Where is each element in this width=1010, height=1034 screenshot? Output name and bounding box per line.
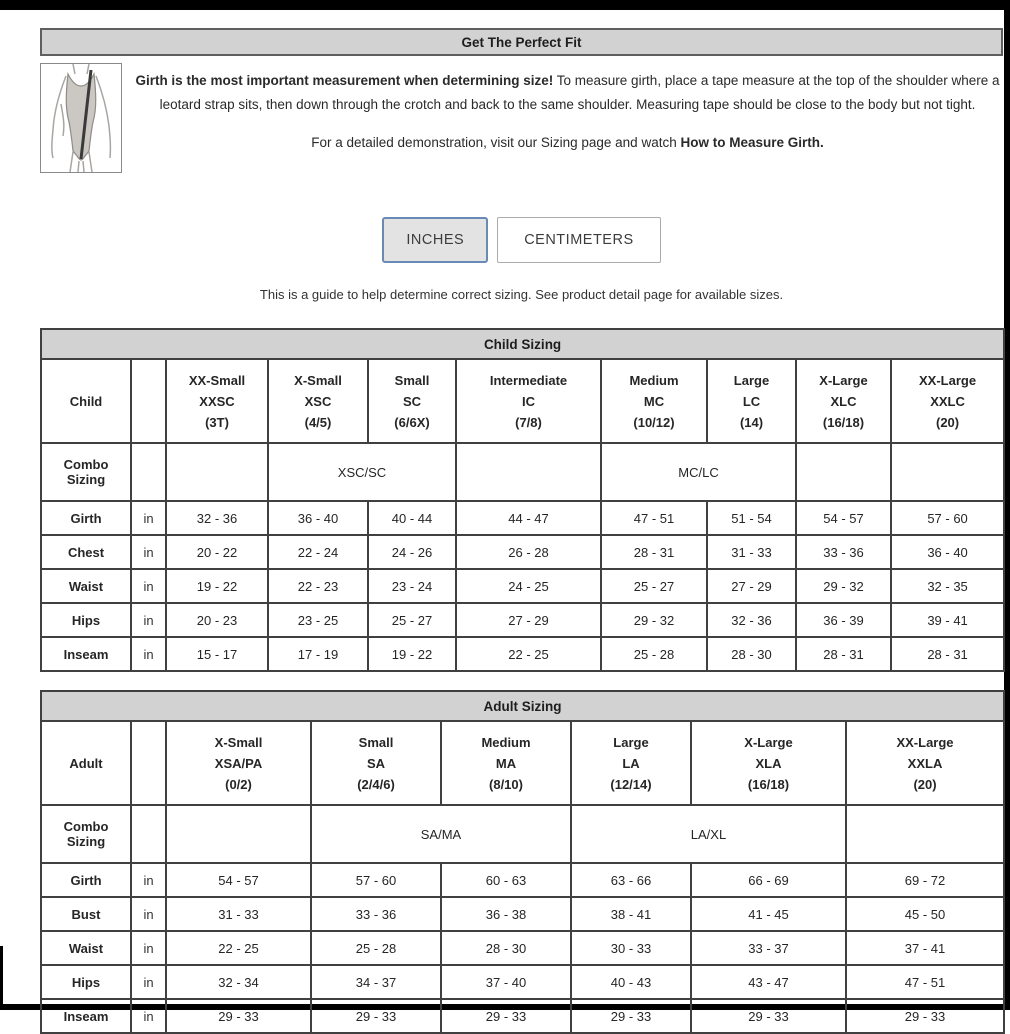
size-value: 60 - 63 [441,863,571,897]
screenshot-frame-top [0,0,1010,10]
size-name: Small [394,372,430,388]
size-column-header [166,359,268,443]
measurement-label: Waist [41,569,131,603]
size-range: (2/4/6) [357,776,395,792]
measurement-label: Girth [41,501,131,535]
size-value: 38 - 41 [571,897,691,931]
size-range: (12/14) [610,776,652,792]
table-row [41,359,1004,443]
empty-cell [131,443,166,501]
unit-cell: in [131,931,166,965]
unit-header-cell [131,721,166,805]
size-value: 24 - 26 [368,535,456,569]
size-name: Small [358,734,394,750]
measurement-label: Waist [41,931,131,965]
empty-cell [166,805,311,863]
size-value: 32 - 36 [166,501,268,535]
size-value: 47 - 51 [601,501,707,535]
size-value: 33 - 37 [691,931,846,965]
size-name: XX-Small [188,372,246,388]
size-code: XSA/PA [214,755,263,771]
measurement-label: Hips [41,965,131,999]
size-value: 23 - 25 [268,603,368,637]
table-row [41,603,1004,637]
size-code: MA [495,755,517,771]
unit-cell: in [131,897,166,931]
size-column-header [311,721,441,805]
size-value: 22 - 25 [456,637,601,671]
size-value: 32 - 36 [707,603,796,637]
size-column-header [846,721,1004,805]
size-value: 40 - 43 [571,965,691,999]
size-column-header [691,721,846,805]
table-row [41,805,1004,863]
size-code: XXSC [199,393,235,409]
size-column-header [441,721,571,805]
size-column-header [368,359,456,443]
size-value: 69 - 72 [846,863,1004,897]
size-column-header [166,721,311,805]
intro-text [132,63,1003,173]
size-value: 27 - 29 [456,603,601,637]
table-row [41,897,1004,931]
size-value: 29 - 32 [601,603,707,637]
size-value: 19 - 22 [368,637,456,671]
size-value: 29 - 33 [571,999,691,1033]
size-value: 29 - 33 [846,999,1004,1033]
size-range: (8/10) [489,776,523,792]
size-value: 36 - 40 [891,535,1004,569]
size-value: 27 - 29 [707,569,796,603]
size-value: 37 - 41 [846,931,1004,965]
table-row [41,863,1004,897]
size-name: Intermediate [489,372,568,388]
screenshot-frame-left [0,946,3,1010]
unit-cell: in [131,569,166,603]
size-name: X-Large [744,734,793,750]
measurement-label: Bust [41,897,131,931]
leotard-girth-diagram [40,63,122,173]
child-table-title: Child Sizing [41,329,1004,359]
size-value: 20 - 23 [166,603,268,637]
size-value: 25 - 28 [601,637,707,671]
page-title-text: Get The Perfect Fit [461,34,582,50]
unit-cell: in [131,603,166,637]
size-value: 32 - 34 [166,965,311,999]
girth-instructions [132,69,1003,117]
combo-group-cell: LA/XL [571,805,846,863]
size-value: 20 - 22 [166,535,268,569]
size-value: 39 - 41 [891,603,1004,637]
child-sizing-section [40,328,1003,672]
size-range: (4/5) [304,414,332,430]
size-range: (20) [913,776,937,792]
measurement-label: Inseam [41,637,131,671]
size-value: 25 - 27 [601,569,707,603]
size-value: 31 - 33 [166,897,311,931]
table-row [41,501,1004,535]
combo-sizing-label: Combo Sizing [41,805,131,863]
empty-cell [796,443,891,501]
size-value: 29 - 33 [311,999,441,1033]
size-value: 29 - 32 [796,569,891,603]
size-column-header [891,359,1004,443]
child-sizing-table [40,328,1005,672]
size-value: 28 - 30 [441,931,571,965]
unit-header-cell [131,359,166,443]
empty-cell [891,443,1004,501]
size-value: 33 - 36 [311,897,441,931]
size-value: 26 - 28 [456,535,601,569]
size-code: XXLC [930,393,965,409]
child-row-header: Child [41,359,131,443]
combo-sizing-label: Combo Sizing [41,443,131,501]
size-range: (14) [739,414,764,430]
table-row [41,691,1004,721]
demo-line [132,135,1003,150]
combo-group-cell: MC/LC [601,443,796,501]
measurement-label: Inseam [41,999,131,1033]
size-code: XLA [755,755,782,771]
size-value: 25 - 28 [311,931,441,965]
intro-section [40,63,1003,173]
adult-table-title: Adult Sizing [41,691,1004,721]
size-code: LC [742,393,761,409]
size-value: 29 - 33 [691,999,846,1033]
size-value: 36 - 38 [441,897,571,931]
size-code: XXLA [907,755,943,771]
table-row [41,535,1004,569]
size-code: LA [622,755,640,771]
inches-button[interactable]: INCHES [382,217,488,263]
empty-cell [166,443,268,501]
unit-cell: in [131,863,166,897]
size-value: 15 - 17 [166,637,268,671]
centimeters-button[interactable]: CENTIMETERS [497,217,660,263]
size-column-header [268,359,368,443]
table-row [41,999,1004,1033]
unit-cell: in [131,999,166,1033]
size-code: SC [402,393,422,409]
size-code: IC [522,393,535,409]
table-row [41,931,1004,965]
size-column-header [601,359,707,443]
size-value: 47 - 51 [846,965,1004,999]
size-value: 45 - 50 [846,897,1004,931]
size-value: 29 - 33 [166,999,311,1033]
size-value: 54 - 57 [796,501,891,535]
adult-sizing-table [40,690,1005,1034]
table-row [41,965,1004,999]
size-column-header [456,359,601,443]
size-value: 25 - 27 [368,603,456,637]
size-name: X-Small [214,734,263,750]
size-range: (6/6X) [394,414,430,430]
measurement-label: Girth [41,863,131,897]
size-value: 43 - 47 [691,965,846,999]
size-range: (16/18) [822,414,865,430]
combo-group-cell: SA/MA [311,805,571,863]
size-value: 33 - 36 [796,535,891,569]
size-value: 19 - 22 [166,569,268,603]
page-content [40,28,1003,1034]
page-title [40,28,1003,56]
combo-group-cell: XSC/SC [268,443,456,501]
size-range: (10/12) [633,414,675,430]
empty-cell [456,443,601,501]
size-value: 66 - 69 [691,863,846,897]
empty-cell [131,805,166,863]
measurement-label: Hips [41,603,131,637]
size-name: Medium [481,734,531,750]
sizing-guide-note: This is a guide to help determine correct sizing. See product detail page for available sizes. [259,287,784,302]
size-name: X-Large [819,372,868,388]
size-value: 51 - 54 [707,501,796,535]
size-column-header [571,721,691,805]
size-value: 54 - 57 [166,863,311,897]
table-row [41,443,1004,501]
table-row [41,637,1004,671]
size-value: 22 - 24 [268,535,368,569]
size-value: 24 - 25 [456,569,601,603]
size-value: 40 - 44 [368,501,456,535]
size-range: (7/8) [515,414,542,430]
demo-line-link: How to Measure Girth. [680,135,824,150]
leotard-figure-icon [41,64,121,172]
size-name: XX-Large [919,372,977,388]
unit-toggle [40,217,1003,263]
size-value: 30 - 33 [571,931,691,965]
adult-row-header: Adult [41,721,131,805]
size-code: XLC [830,393,857,409]
size-code: XSC [304,393,332,409]
unit-cell: in [131,965,166,999]
size-value: 29 - 33 [441,999,571,1033]
unit-cell: in [131,501,166,535]
size-value: 31 - 33 [707,535,796,569]
adult-sizing-section [40,690,1003,1034]
size-value: 36 - 39 [796,603,891,637]
girth-instructions-rest: To measure girth, place a tape measure at the top of the shoulder where a leotard strap sits, then down through the crotch and back to the same shoulder. Measuring tape should be close to the body but not tight. [159,73,1000,112]
size-code: SA [366,755,386,771]
size-column-header [707,359,796,443]
size-value: 32 - 35 [891,569,1004,603]
size-value: 63 - 66 [571,863,691,897]
size-value: 23 - 24 [368,569,456,603]
size-range: (0/2) [225,776,252,792]
size-range: (3T) [205,414,229,430]
size-range: (20) [936,414,960,430]
size-value: 34 - 37 [311,965,441,999]
size-value: 28 - 30 [707,637,796,671]
size-value: 57 - 60 [311,863,441,897]
size-name: Large [733,372,770,388]
size-value: 37 - 40 [441,965,571,999]
size-value: 41 - 45 [691,897,846,931]
table-row [41,721,1004,805]
size-name: Large [613,734,649,750]
table-row [41,329,1004,359]
unit-cell: in [131,535,166,569]
size-column-header [796,359,891,443]
size-value: 17 - 19 [268,637,368,671]
size-value: 57 - 60 [891,501,1004,535]
empty-cell [846,805,1004,863]
measurement-label: Chest [41,535,131,569]
size-value: 22 - 23 [268,569,368,603]
size-value: 36 - 40 [268,501,368,535]
size-name: X-Small [294,372,342,388]
demo-line-prefix: For a detailed demonstration, visit our Sizing page and watch [311,135,681,150]
size-code: MC [643,393,665,409]
size-value: 22 - 25 [166,931,311,965]
size-name: XX-Large [896,734,954,750]
table-row [41,569,1004,603]
size-name: Medium [629,372,679,388]
unit-cell: in [131,637,166,671]
girth-instructions-lead: Girth is the most important measurement when determining size! [135,73,554,88]
size-range: (16/18) [747,776,790,792]
size-value: 28 - 31 [796,637,891,671]
size-value: 44 - 47 [456,501,601,535]
size-value: 28 - 31 [601,535,707,569]
size-value: 28 - 31 [891,637,1004,671]
